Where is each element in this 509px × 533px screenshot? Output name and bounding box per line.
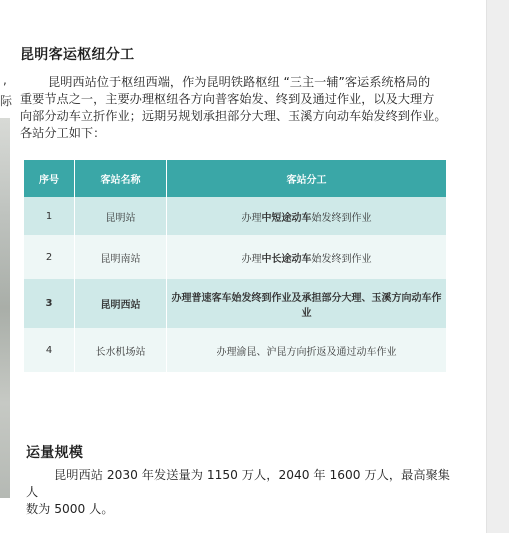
intro-line: 昆明西站位于枢纽西端，作为昆明铁路枢纽 “三主一辅”客运系统格局的 bbox=[48, 75, 431, 89]
station-division-table bbox=[24, 160, 446, 372]
cell-no: 4 bbox=[24, 328, 75, 372]
left-margin-text: 际 bbox=[0, 94, 13, 108]
left-page-image-edge bbox=[0, 118, 10, 498]
cell-no: 2 bbox=[24, 235, 75, 279]
intro-line: 重要节点之一，主要办理枢纽各方向普客始发、终到及通过作业，以及大理方 bbox=[20, 92, 435, 106]
intro-paragraph bbox=[20, 74, 450, 142]
intro-line: 各站分工如下： bbox=[20, 126, 106, 140]
cell-station-name: 长水机场站 bbox=[75, 328, 167, 372]
cell-station-duty: 办理渝昆、沪昆方向折返及通过动车作业 bbox=[167, 328, 447, 372]
table-row bbox=[24, 197, 446, 235]
header-station-duty: 客站分工 bbox=[167, 160, 447, 197]
table-row-highlighted bbox=[24, 279, 446, 328]
table-header-row bbox=[24, 160, 446, 197]
cell-station-name: 昆明西站 bbox=[75, 279, 167, 328]
cell-station-duty: 办理中长途动车始发终到作业 bbox=[167, 235, 447, 279]
cell-station-name: 昆明南站 bbox=[75, 235, 167, 279]
volume-line: 数为 5000 人。 bbox=[26, 502, 114, 516]
cell-no: 1 bbox=[24, 197, 75, 235]
table-row bbox=[24, 328, 446, 372]
volume-line: 昆明西站 2030 年发送量为 1150 万人，2040 年 1600 万人，最高聚集人 bbox=[26, 468, 450, 499]
cell-station-duty: 办理中短途动车始发终到作业 bbox=[167, 197, 447, 235]
cell-station-duty: 办理普速客车始发终到作业及承担部分大理、玉溪方向动车作业 bbox=[167, 279, 447, 328]
table-row bbox=[24, 235, 446, 279]
header-station-name: 客站名称 bbox=[75, 160, 167, 197]
viewer-scrollbar-gutter[interactable] bbox=[486, 0, 509, 533]
header-no: 序号 bbox=[24, 160, 75, 197]
cell-no: 3 bbox=[24, 279, 75, 328]
section-title-volume: 运量规模 bbox=[26, 445, 84, 461]
volume-paragraph bbox=[26, 467, 450, 518]
cell-station-name: 昆明站 bbox=[75, 197, 167, 235]
section-title-hub-division: 昆明客运枢纽分工 bbox=[20, 47, 135, 63]
left-margin-text: , bbox=[3, 73, 7, 87]
intro-line: 向部分动车立折作业；远期另规划承担部分大理、玉溪方向动车始发终到作业。 bbox=[20, 109, 447, 123]
